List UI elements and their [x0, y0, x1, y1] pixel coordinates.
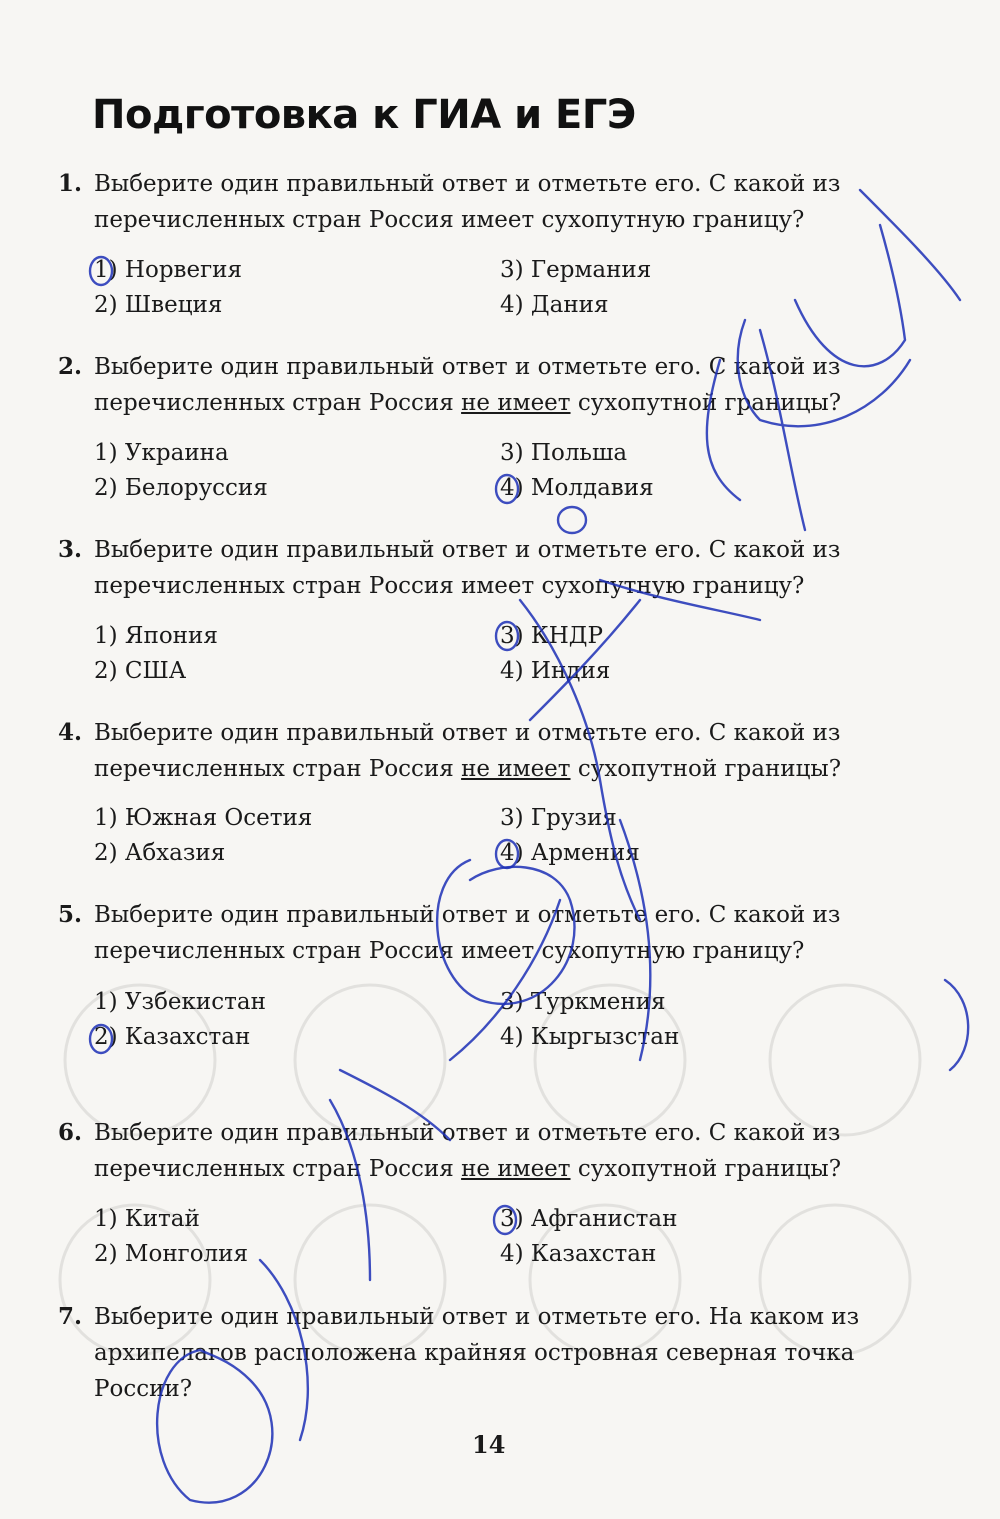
question-2-line-2-start: перечисленных стран Россия — [94, 390, 462, 416]
question-6-number: 6. — [58, 1119, 83, 1146]
question-6-option-4[interactable]: 4) Казахстан — [500, 1241, 657, 1267]
pen-circle-small-loop — [558, 507, 586, 533]
question-2-line-2 — [94, 385, 930, 421]
question-7-line-3: России? — [94, 1376, 193, 1402]
question-1-text — [94, 166, 930, 238]
question-4-number: 4. — [58, 719, 83, 746]
question-1-option-3[interactable]: 3) Германия — [500, 257, 652, 283]
pen-stroke-right-edge-arc — [945, 980, 968, 1070]
question-6-option-1[interactable]: 1) Китай — [94, 1206, 200, 1232]
question-5-option-4[interactable]: 4) Кыргызстан — [500, 1024, 680, 1050]
question-3-option-1[interactable]: 1) Япония — [94, 623, 218, 649]
question-1-line-2: перечисленных стран Россия имеет сухопутную границу? — [94, 207, 805, 233]
question-2-underlined-phrase: не имеет — [461, 390, 571, 416]
question-2-number: 2. — [58, 353, 83, 380]
question-6-underlined-phrase: не имеет — [461, 1156, 571, 1182]
question-6-text — [94, 1115, 930, 1187]
question-3-option-4[interactable]: 4) Индия — [500, 658, 611, 684]
question-1-option-4[interactable]: 4) Дания — [500, 292, 609, 318]
question-5-option-3[interactable]: 3) Туркмения — [500, 989, 666, 1015]
question-3-line-2: перечисленных стран Россия имеет сухопутную границу? — [94, 573, 805, 599]
question-2-option-2[interactable]: 2) Белоруссия — [94, 475, 268, 501]
question-5-option-1[interactable]: 1) Узбекистан — [94, 989, 266, 1015]
question-2-option-4[interactable]: 4) Молдавия — [500, 475, 654, 501]
question-4-text — [94, 715, 930, 787]
question-3-option-3[interactable]: 3) КНДР — [500, 623, 603, 649]
question-6-line-2 — [94, 1151, 930, 1187]
page-number: 14 — [472, 1430, 506, 1459]
question-4-line-2 — [94, 751, 930, 787]
question-1-option-2[interactable]: 2) Швеция — [94, 292, 223, 318]
question-7-line-2: архипелагов расположена крайняя островная северная точка — [94, 1340, 855, 1366]
question-6-line-2-end: сухопутной границы? — [570, 1156, 842, 1182]
question-2-line-1: Выберите один правильный ответ и отметьте его. С какой из — [94, 354, 841, 380]
question-4-option-1[interactable]: 1) Южная Осетия — [94, 805, 313, 831]
question-2-line-2-end: сухопутной границы? — [570, 390, 842, 416]
question-7-line-1: Выберите один правильный ответ и отметьте его. На каком из — [94, 1304, 860, 1330]
question-5-option-2[interactable]: 2) Казахстан — [94, 1024, 251, 1050]
question-5-line-2: перечисленных стран Россия имеет сухопутную границу? — [94, 938, 805, 964]
question-4-underlined-phrase: не имеет — [461, 756, 571, 782]
question-4-option-4[interactable]: 4) Армения — [500, 840, 640, 866]
question-6-line-2-start: перечисленных стран Россия — [94, 1156, 462, 1182]
question-2-option-3[interactable]: 3) Польша — [500, 440, 628, 466]
question-1-line-1: Выберите один правильный ответ и отметьте его. С какой из — [94, 171, 841, 197]
question-2-option-1[interactable]: 1) Украина — [94, 440, 229, 466]
question-4-option-2[interactable]: 2) Абхазия — [94, 840, 226, 866]
question-1-option-1[interactable]: 1) Норвегия — [94, 257, 242, 283]
question-7-number: 7. — [58, 1303, 83, 1330]
question-2-text — [94, 349, 930, 421]
question-5-line-1: Выберите один правильный ответ и отметьте его. С какой из — [94, 902, 841, 928]
question-3-text — [94, 532, 930, 604]
question-4-line-1: Выберите один правильный ответ и отметьте его. С какой из — [94, 720, 841, 746]
question-5-text — [94, 897, 930, 969]
question-1-number: 1. — [58, 170, 83, 197]
question-3-option-2[interactable]: 2) США — [94, 658, 187, 684]
question-5-number: 5. — [58, 901, 83, 928]
question-4-line-2-start: перечисленных стран Россия — [94, 756, 462, 782]
question-3-line-1: Выберите один правильный ответ и отметьте его. С какой из — [94, 537, 841, 563]
question-6-option-2[interactable]: 2) Монголия — [94, 1241, 248, 1267]
question-4-option-3[interactable]: 3) Грузия — [500, 805, 617, 831]
page-title: Подготовка к ГИА и ЕГЭ — [92, 92, 636, 138]
question-6-line-1: Выберите один правильный ответ и отметьте его. С какой из — [94, 1120, 841, 1146]
question-6-option-3[interactable]: 3) Афганистан — [500, 1206, 678, 1232]
question-7-text — [94, 1299, 930, 1407]
question-4-line-2-end: сухопутной границы? — [570, 756, 842, 782]
question-3-number: 3. — [58, 536, 83, 563]
